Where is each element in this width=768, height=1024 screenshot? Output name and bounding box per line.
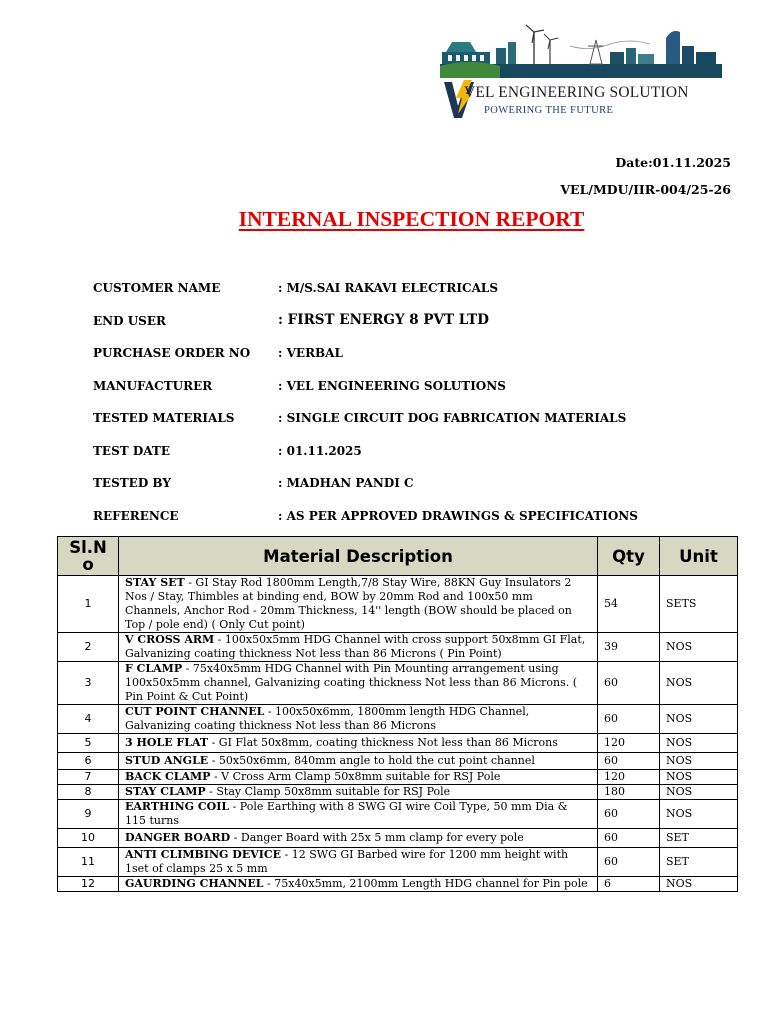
row-sl-no: 5 (58, 734, 119, 753)
row-unit: NOS (660, 633, 738, 662)
item-name: GAURDING CHANNEL (125, 877, 264, 890)
item-detail: - 12 SWG GI Barbed wire for 1200 mm height with 1set of clamps 25 x 5 mm (125, 848, 569, 875)
info-label: TESTED MATERIALS (93, 411, 235, 425)
item-name: DANGER BOARD (125, 831, 231, 844)
row-description (119, 705, 598, 734)
info-row-test-date (93, 442, 733, 475)
info-row-customer (93, 279, 733, 312)
item-name: F CLAMP (125, 662, 183, 675)
row-description (119, 734, 598, 753)
report-info (93, 279, 733, 539)
info-value: : FIRST ENERGY 8 PVT LTD (278, 311, 489, 328)
item-name: STUD ANGLE (125, 754, 209, 767)
item-detail: - Stay Clamp 50x8mm suitable for RSJ Pole (205, 785, 451, 798)
item-detail: - GI Flat 50x8mm, coating thickness Not less than 86 Microns (208, 736, 558, 749)
info-value: : AS PER APPROVED DRAWINGS & SPECIFICATIONS (278, 508, 638, 523)
row-sl-no: 3 (58, 662, 119, 705)
info-value: : MADHAN PANDI C (278, 476, 414, 490)
info-value: : 01.11.2025 (278, 443, 362, 458)
row-sl-no: 1 (58, 576, 119, 633)
row-unit: SET (660, 829, 738, 848)
table-row (58, 785, 738, 800)
item-name: BACK CLAMP (125, 770, 211, 783)
table-row (58, 800, 738, 829)
info-row-tested-by (93, 474, 733, 507)
info-label: CUSTOMER NAME (93, 281, 221, 295)
table-row (58, 576, 738, 633)
info-label: MANUFACTURER (93, 378, 213, 393)
info-value: : M/S.SAI RAKAVI ELECTRICALS (278, 281, 498, 295)
item-detail: - 75x40x5mm, 2100mm Length HDG channel for Pin pole (263, 877, 588, 890)
row-description (119, 829, 598, 848)
row-qty: 54 (598, 576, 660, 633)
table-row (58, 633, 738, 662)
row-qty: 6 (598, 877, 660, 892)
company-tagline: POWERING THE FUTURE (484, 105, 614, 116)
info-value: : SINGLE CIRCUIT DOG FABRICATION MATERIALS (278, 411, 627, 425)
item-name: 3 HOLE FLAT (125, 736, 209, 749)
info-label: REFERENCE (93, 508, 179, 523)
row-sl-no: 4 (58, 705, 119, 734)
row-sl-no: 11 (58, 848, 119, 877)
item-name: EARTHING COIL (125, 800, 230, 813)
row-unit: SET (660, 848, 738, 877)
item-name: ANTI CLIMBING DEVICE (125, 848, 282, 861)
row-unit: NOS (660, 877, 738, 892)
info-row-purchase-order (93, 344, 733, 377)
row-unit: SETS (660, 576, 738, 633)
row-description (119, 633, 598, 662)
row-qty: 39 (598, 633, 660, 662)
row-description (119, 753, 598, 770)
info-row-tested-materials (93, 409, 733, 442)
table-row (58, 753, 738, 770)
table-row (58, 662, 738, 705)
row-qty: 60 (598, 753, 660, 770)
row-description (119, 576, 598, 633)
info-value: : VEL ENGINEERING SOLUTIONS (278, 378, 506, 393)
row-sl-no: 8 (58, 785, 119, 800)
column-header-description: Material Description (119, 537, 598, 576)
item-detail: - 100x50x5mm HDG Channel with cross support 50x8mm GI Flat, Galvanizing coating thickness Not less than 86 Microns ( Pin Point) (125, 633, 586, 660)
item-name: V CROSS ARM (125, 633, 215, 646)
table-row (58, 734, 738, 753)
info-label: TESTED BY (93, 476, 171, 490)
item-detail: - Pole Earthing with 8 SWG GI wire Coil Type, 50 mm Dia & 115 turns (125, 800, 568, 827)
column-header-unit: Unit (660, 537, 738, 576)
table-row (58, 770, 738, 785)
row-qty: 60 (598, 800, 660, 829)
info-label: TEST DATE (93, 443, 170, 458)
row-description (119, 877, 598, 892)
row-unit: NOS (660, 800, 738, 829)
row-qty: 60 (598, 705, 660, 734)
row-qty: 60 (598, 829, 660, 848)
item-detail: - 50x50x6mm, 840mm angle to hold the cut point channel (208, 754, 535, 767)
table-row (58, 848, 738, 877)
table-row (58, 705, 738, 734)
reference-number: VEL/MDU/IIR-004/25-26 (560, 182, 731, 197)
column-header-sl-no: Sl.No (58, 537, 119, 576)
item-detail: - 75x40x5mm HDG Channel with Pin Mounting arrangement using 100x50x5mm channel, Galvanizing coating thickness Not less than 86 Microns. ( Pin Point & Cut Point) (125, 662, 578, 703)
item-name: STAY CLAMP (125, 785, 206, 798)
row-sl-no: 2 (58, 633, 119, 662)
info-label: END USER (93, 313, 166, 328)
materials-table (57, 536, 738, 892)
info-value: : VERBAL (278, 346, 343, 360)
table-row (58, 829, 738, 848)
table-row (58, 877, 738, 892)
row-description (119, 800, 598, 829)
row-unit: NOS (660, 785, 738, 800)
row-unit: NOS (660, 705, 738, 734)
row-sl-no: 12 (58, 877, 119, 892)
report-date: Date:01.11.2025 (615, 155, 731, 170)
row-unit: NOS (660, 770, 738, 785)
item-detail: - GI Stay Rod 1800mm Length,7/8 Stay Wire, 88KN Guy Insulators 2 Nos / Stay, Thimbles at binding end, BOW by 20mm Rod and 100x50 mm Channels, Anchor Rod - 20mm Thickness, 14'' length (BOW should be placed on Top / pole end) ( Only Cut point) (125, 576, 572, 631)
row-qty: 120 (598, 770, 660, 785)
page-title: INTERNAL INSPECTION REPORT (238, 207, 585, 231)
row-unit: NOS (660, 753, 738, 770)
row-qty: 180 (598, 785, 660, 800)
row-description (119, 785, 598, 800)
row-qty: 120 (598, 734, 660, 753)
row-sl-no: 6 (58, 753, 119, 770)
info-row-manufacturer (93, 377, 733, 410)
item-name: CUT POINT CHANNEL (125, 705, 265, 718)
company-logo (430, 22, 730, 128)
row-description (119, 662, 598, 705)
row-sl-no: 7 (58, 770, 119, 785)
row-sl-no: 10 (58, 829, 119, 848)
item-detail: - V Cross Arm Clamp 50x8mm suitable for RSJ Pole (210, 770, 501, 783)
item-detail: - Danger Board with 25x 5 mm clamp for every pole (230, 831, 524, 844)
row-qty: 60 (598, 662, 660, 705)
row-description (119, 848, 598, 877)
item-detail: - 100x50x6mm, 1800mm length HDG Channel, Galvanizing coating thickness Not less than 86 Microns (125, 705, 530, 732)
column-header-qty: Qty (598, 537, 660, 576)
company-name: VEL ENGINEERING SOLUTION (464, 84, 689, 101)
info-label: PURCHASE ORDER NO (93, 346, 251, 360)
info-row-end-user (93, 312, 733, 345)
row-description (119, 770, 598, 785)
row-sl-no: 9 (58, 800, 119, 829)
row-unit: NOS (660, 734, 738, 753)
row-qty: 60 (598, 848, 660, 877)
table-header-row (58, 537, 738, 576)
item-name: STAY SET (125, 576, 185, 589)
row-unit: NOS (660, 662, 738, 705)
info-row-reference (93, 507, 733, 540)
